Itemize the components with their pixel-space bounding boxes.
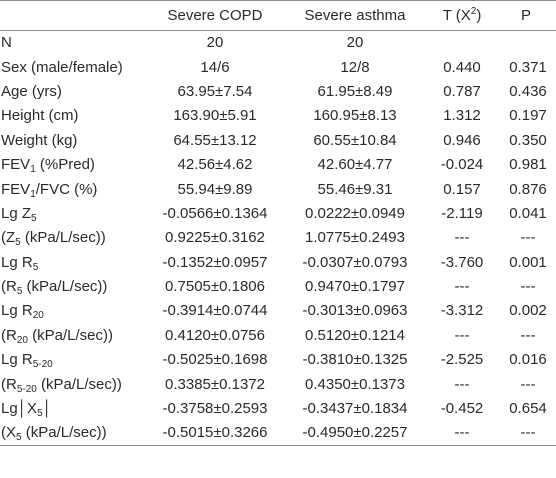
table-row: [0, 250, 556, 274]
table-row: [0, 299, 556, 323]
asthma-value: 160.95±8.13: [313, 107, 397, 125]
table-row: [0, 396, 556, 420]
row-label-subscript: 5: [31, 212, 37, 224]
row-label: [0, 396, 148, 420]
table-row: [0, 31, 556, 55]
table-row: [0, 226, 556, 250]
row-label-main: Lg Z: [1, 204, 32, 222]
row-label-subscript: 1: [30, 188, 36, 200]
table-row: [0, 55, 556, 79]
copd-value: -0.5015±0.3266: [162, 424, 268, 442]
table-row: [0, 372, 556, 396]
copd-value: 0.3385±0.1372: [165, 375, 265, 393]
row-label: [0, 152, 148, 176]
p-value: ---: [520, 326, 536, 344]
row-label-main: N: [1, 34, 12, 52]
p-value: ---: [520, 424, 536, 442]
row-label-tail: │: [42, 400, 53, 418]
row-label: [0, 104, 148, 128]
p-value: ---: [520, 229, 536, 247]
header-blank: [0, 1, 148, 31]
row-label-main: (R: [1, 278, 17, 296]
asthma-value: 0.4350±0.1373: [305, 375, 405, 393]
t-value: ---: [454, 424, 470, 442]
p-value: 0.041: [509, 204, 547, 222]
asthma-value: 0.9470±0.1797: [305, 278, 405, 296]
p-value: 0.002: [509, 302, 547, 320]
header-row: [0, 1, 556, 31]
t-value: 0.440: [443, 58, 481, 76]
p-value: ---: [520, 375, 536, 393]
p-value: 0.350: [509, 131, 547, 149]
asthma-value: -0.3013±0.0963: [302, 302, 408, 320]
copd-value: 163.90±5.91: [173, 107, 257, 125]
copd-value: 14/6: [200, 58, 230, 76]
row-label-main: (R: [1, 375, 17, 393]
row-label: [0, 421, 148, 445]
copd-value: 42.56±4.62: [177, 156, 253, 174]
t-value: -3.312: [440, 302, 484, 320]
copd-value: 55.94±9.89: [177, 180, 253, 198]
row-label-main: Sex (male/female): [1, 58, 123, 76]
row-label-subscript: 1: [30, 164, 36, 176]
copd-value: 63.95±7.54: [177, 82, 253, 100]
t-value: [428, 31, 496, 55]
row-label-subscript: 5: [32, 261, 39, 273]
t-value: ---: [454, 229, 470, 247]
row-label-subscript: 5: [16, 286, 23, 298]
p-value: 0.876: [509, 180, 547, 198]
t-value: 1.312: [443, 107, 481, 125]
row-label-tail: (kPa/L/sec)): [36, 375, 122, 393]
asthma-value: 60.55±10.84: [313, 131, 397, 149]
row-label-tail: (kPa/L/sec)): [22, 278, 108, 296]
row-label: [0, 323, 148, 347]
header-severe-copd: Severe COPD: [167, 7, 263, 24]
row-label: [0, 79, 148, 103]
header-t-sup: 2: [470, 6, 477, 17]
header-t-statistic: [428, 1, 496, 31]
header-t-tail: ): [476, 7, 482, 24]
row-label-main: FEV: [1, 180, 31, 198]
row-label: [0, 250, 148, 274]
table-row: [0, 177, 556, 201]
table-row: [0, 323, 556, 347]
p-value: 0.001: [509, 253, 547, 271]
asthma-value: -0.3810±0.1325: [302, 351, 408, 369]
row-label: [0, 201, 148, 225]
row-label-tail: (%Pred): [35, 156, 95, 174]
asthma-value: 12/8: [340, 58, 370, 76]
row-label-subscript: 5: [37, 408, 43, 420]
t-value: -3.760: [440, 253, 484, 271]
row-label-main: Weight (kg): [1, 131, 78, 149]
copd-value: -0.3758±0.2593: [162, 400, 268, 418]
t-value: -0.024: [440, 156, 484, 174]
table-row: [0, 201, 556, 225]
p-value: 0.654: [509, 400, 547, 418]
asthma-value: 61.95±8.49: [317, 82, 393, 100]
p-value: ---: [520, 278, 536, 296]
header-severe-asthma: Severe asthma: [304, 7, 406, 24]
row-label-tail: /FVC (%): [35, 180, 98, 198]
row-label: [0, 177, 148, 201]
row-label-main: Lg│X: [1, 400, 38, 418]
table-row: [0, 79, 556, 103]
row-label-subscript: 5-20: [16, 383, 37, 395]
row-label: [0, 299, 148, 323]
t-value: -0.452: [440, 400, 484, 418]
row-label-main: Lg R: [1, 351, 33, 369]
row-label: [0, 55, 148, 79]
asthma-value: 20: [346, 34, 364, 52]
p-value: 0.197: [509, 107, 547, 125]
row-label: [0, 128, 148, 152]
asthma-value: 0.5120±0.1214: [305, 326, 405, 344]
asthma-value: 55.46±9.31: [317, 180, 393, 198]
row-label-subscript: 5: [16, 432, 22, 444]
table-row: [0, 152, 556, 176]
t-value: 0.157: [443, 180, 481, 198]
header-p-value: P: [520, 7, 531, 24]
row-label-tail: (kPa/L/sec)): [21, 424, 107, 442]
copd-value: -0.5025±0.1698: [162, 351, 268, 369]
row-label-main: (Z: [1, 229, 16, 247]
t-value: ---: [454, 278, 470, 296]
p-value: 0.981: [509, 156, 547, 174]
row-label-subscript: 20: [16, 334, 28, 346]
asthma-value: -0.4950±0.2257: [302, 424, 408, 442]
copd-value: -0.1352±0.0957: [162, 253, 268, 271]
asthma-value: -0.3437±0.1834: [302, 400, 408, 418]
header-t-main: T (X: [442, 7, 471, 24]
t-value: ---: [454, 326, 470, 344]
asthma-value: 1.0775±0.2493: [305, 229, 405, 247]
p-value: 0.436: [509, 82, 547, 100]
asthma-value: 0.0222±0.0949: [305, 204, 405, 222]
table-header: [0, 1, 556, 31]
row-label-subscript: 5: [15, 237, 21, 249]
row-label: [0, 372, 148, 396]
row-label-main: FEV: [1, 156, 31, 174]
table-row: [0, 274, 556, 298]
row-label-tail: (kPa/L/sec)): [27, 326, 113, 344]
t-value: -2.525: [440, 351, 484, 369]
t-value: -2.119: [441, 204, 483, 222]
p-value: 0.016: [509, 351, 547, 369]
t-value: 0.946: [443, 131, 481, 149]
asthma-value: 42.60±4.77: [317, 156, 393, 174]
row-label-main: (R: [1, 326, 17, 344]
copd-value: 20: [206, 34, 224, 52]
asthma-value: -0.0307±0.0793: [302, 253, 408, 271]
table-row: [0, 128, 556, 152]
row-label-main: Age (yrs): [1, 82, 62, 100]
table-row: [0, 421, 556, 445]
t-value: ---: [454, 375, 470, 393]
table-row: [0, 104, 556, 128]
row-label-main: Lg R: [1, 253, 33, 271]
p-value: 0.371: [509, 58, 547, 76]
copd-value: -0.0566±0.1364: [162, 204, 268, 222]
row-label-tail: (kPa/L/sec)): [20, 229, 106, 247]
row-label-main: Lg R: [1, 302, 33, 320]
copd-value: 0.9225±0.3162: [165, 229, 265, 247]
row-label-main: Height (cm): [1, 107, 79, 125]
row-label: [0, 348, 148, 372]
table-body: [0, 31, 556, 446]
copd-value: 0.4120±0.0756: [165, 326, 265, 344]
row-label-subscript: 20: [32, 310, 44, 322]
copd-value: -0.3914±0.0744: [162, 302, 268, 320]
copd-value: 64.55±13.12: [173, 131, 257, 149]
row-label: [0, 31, 148, 55]
table-row: [0, 348, 556, 372]
p-value: [496, 31, 556, 55]
row-label-subscript: 5-20: [32, 359, 53, 371]
row-label: [0, 226, 148, 250]
row-label: [0, 274, 148, 298]
copd-value: 0.7505±0.1806: [165, 278, 265, 296]
row-label-main: (X: [1, 424, 16, 442]
t-value: 0.787: [443, 82, 481, 100]
